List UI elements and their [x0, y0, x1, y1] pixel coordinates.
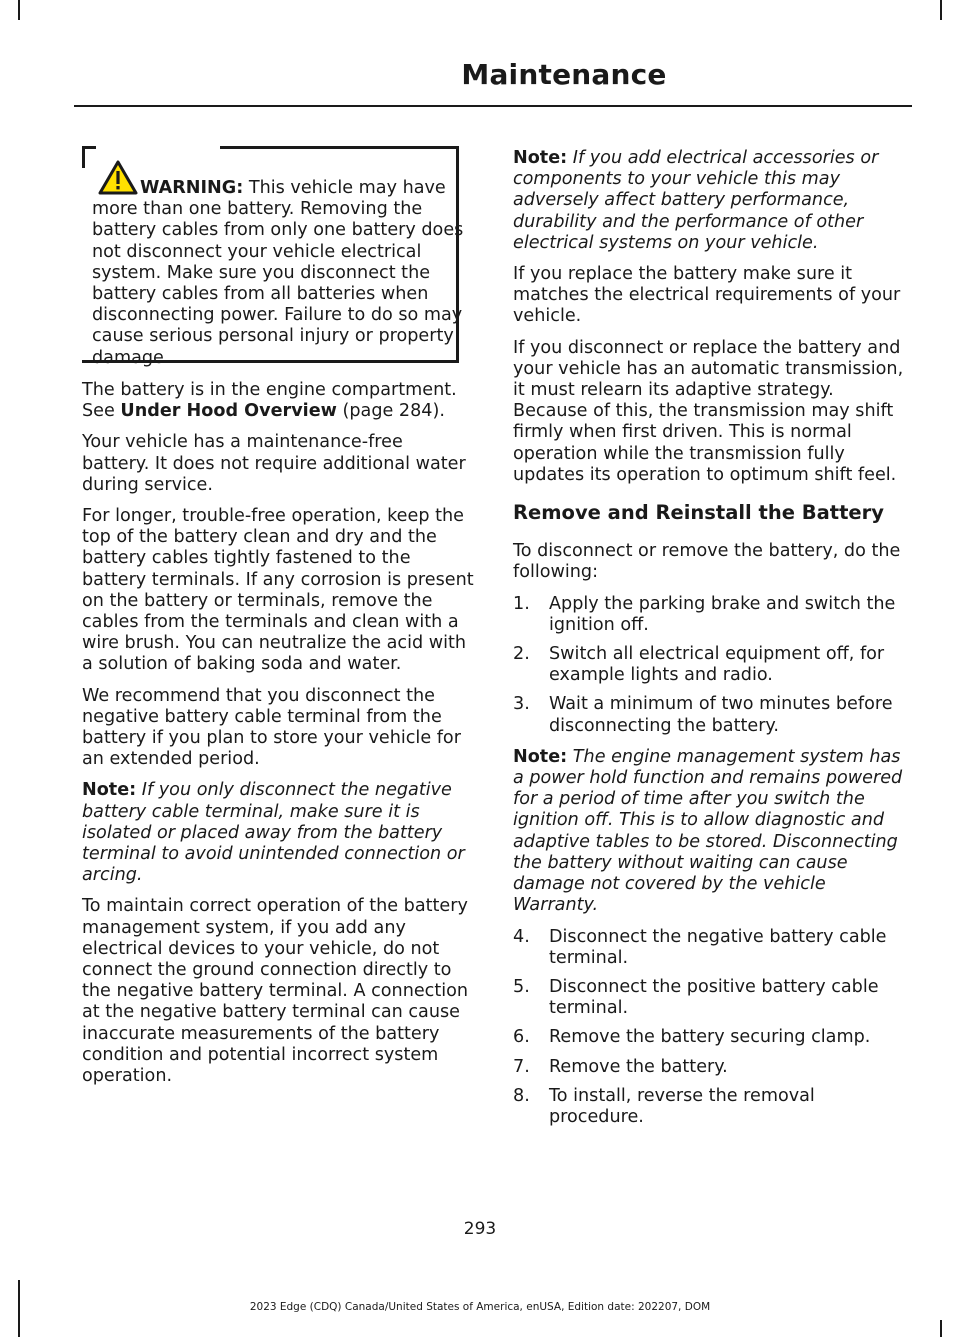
warning-box [82, 146, 464, 368]
steps-list-1 [513, 594, 905, 737]
list-item: 8. To install, reverse the removal procedure. [513, 1085, 815, 1127]
list-item: 3. Wait a minimum of two minutes before disconnecting the battery. [513, 694, 893, 736]
crop-mark-top-right [940, 0, 942, 20]
under-hood-overview-link[interactable]: Under Hood Overview [120, 401, 337, 422]
list-item: 6. Remove the battery securing clamp. [513, 1027, 871, 1048]
page-number: 293 [463, 1219, 497, 1239]
cleaning-paragraph: For longer, trouble-free operation, keep the top of the battery clean and dry and the battery cables tightly fastened to the battery terminals. If any corrosion is present on the battery or terminals, remove the cables from the terminals and clean with a wire brush. You can neutralize the acid with a solution of baking soda and water. [82, 506, 474, 675]
warning-text [92, 178, 464, 369]
header-divider [74, 105, 912, 107]
right-column [513, 148, 905, 1138]
battery-location-text: The battery is in the engine compartment. See [82, 380, 457, 422]
note-disconnect [82, 780, 474, 886]
note-power-hold [513, 747, 905, 917]
list-item: 4. Disconnect the negative battery cable terminal. [513, 926, 887, 968]
left-column [82, 146, 474, 1097]
crop-mark-top-left [18, 0, 20, 20]
list-item: 5. Disconnect the positive battery cable terminal. [513, 976, 879, 1019]
warning-body: This vehicle may have more than one battery. Removing the battery cables from only one battery does not disconnect your vehicle electrical system. Make sure you disconnect the battery cables from all batteries when disconnecting power. Failure to do so may cause serious personal injury or property damage. [92, 178, 464, 368]
note-accessories [513, 148, 905, 254]
list-item: 7. Remove the battery. [513, 1056, 728, 1077]
page-header [0, 58, 912, 91]
list-item: 2. Switch all electrical equipment off, for example lights and radio. [513, 644, 885, 686]
procedure-intro: To disconnect or remove the battery, do the following: [513, 541, 901, 583]
page-reference: (page 284). [342, 401, 445, 422]
list-item: 1. Apply the parking brake and switch the ignition off. [513, 593, 896, 635]
note-label: Note: [82, 780, 137, 801]
note-label: Note: [513, 746, 568, 767]
replace-battery-paragraph: If you replace the battery make sure it matches the electrical requirements of your vehicle. [513, 264, 901, 327]
warning-label: WARNING: [140, 178, 244, 198]
note-label: Note: [513, 148, 568, 168]
steps-list-2 [513, 927, 905, 1129]
note-text: If you add electrical accessories or components to your vehicle this may adversely affect battery performance, durability and the performance of other electrical systems on your vehicle. [513, 148, 879, 253]
crop-mark-bottom-right [940, 1320, 942, 1337]
note-text: The engine management system has a power hold function and remains powered for a period of time after you switch the ignition off. This is to allow diagnostic and adaptive tables to be stored. Disconnecting the battery without waiting can cause damage not covered by the vehicle Warranty. [513, 746, 903, 916]
page-footer: 2023 Edge (CDQ) Canada/United States of America, enUSA, Edition date: 202207, DOM [249, 1301, 711, 1313]
section-title: Maintenance [461, 58, 667, 91]
transmission-relearn-paragraph: If you disconnect or replace the battery and your vehicle has an automatic transmission, it must relearn its adaptive strategy. Because of this, the transmission may shift firmly when first driven. This is normal operation while the transmission fully updates its operation to optimum shift feel. [513, 337, 904, 485]
maintenance-free-paragraph: Your vehicle has a maintenance-free battery. It does not require additional water during service. [82, 432, 466, 495]
note-text: If you only disconnect the negative battery cable terminal, make sure it is isolated or placed away from the battery terminal to avoid unintended connection or arcing. [82, 780, 465, 886]
battery-management-paragraph: To maintain correct operation of the battery management system, if you add any electrical devices to your vehicle, do not connect the ground connection directly to the negative battery terminal. A connection at the negative battery terminal can cause inaccurate measurements of the battery condition and potential incorrect system operation. [82, 896, 469, 1087]
section-heading: Remove and Reinstall the Battery [513, 501, 884, 525]
battery-location-paragraph [82, 380, 474, 422]
storage-paragraph: We recommend that you disconnect the negative battery cable terminal from the battery if you plan to store your vehicle for an extended period. [82, 685, 461, 770]
